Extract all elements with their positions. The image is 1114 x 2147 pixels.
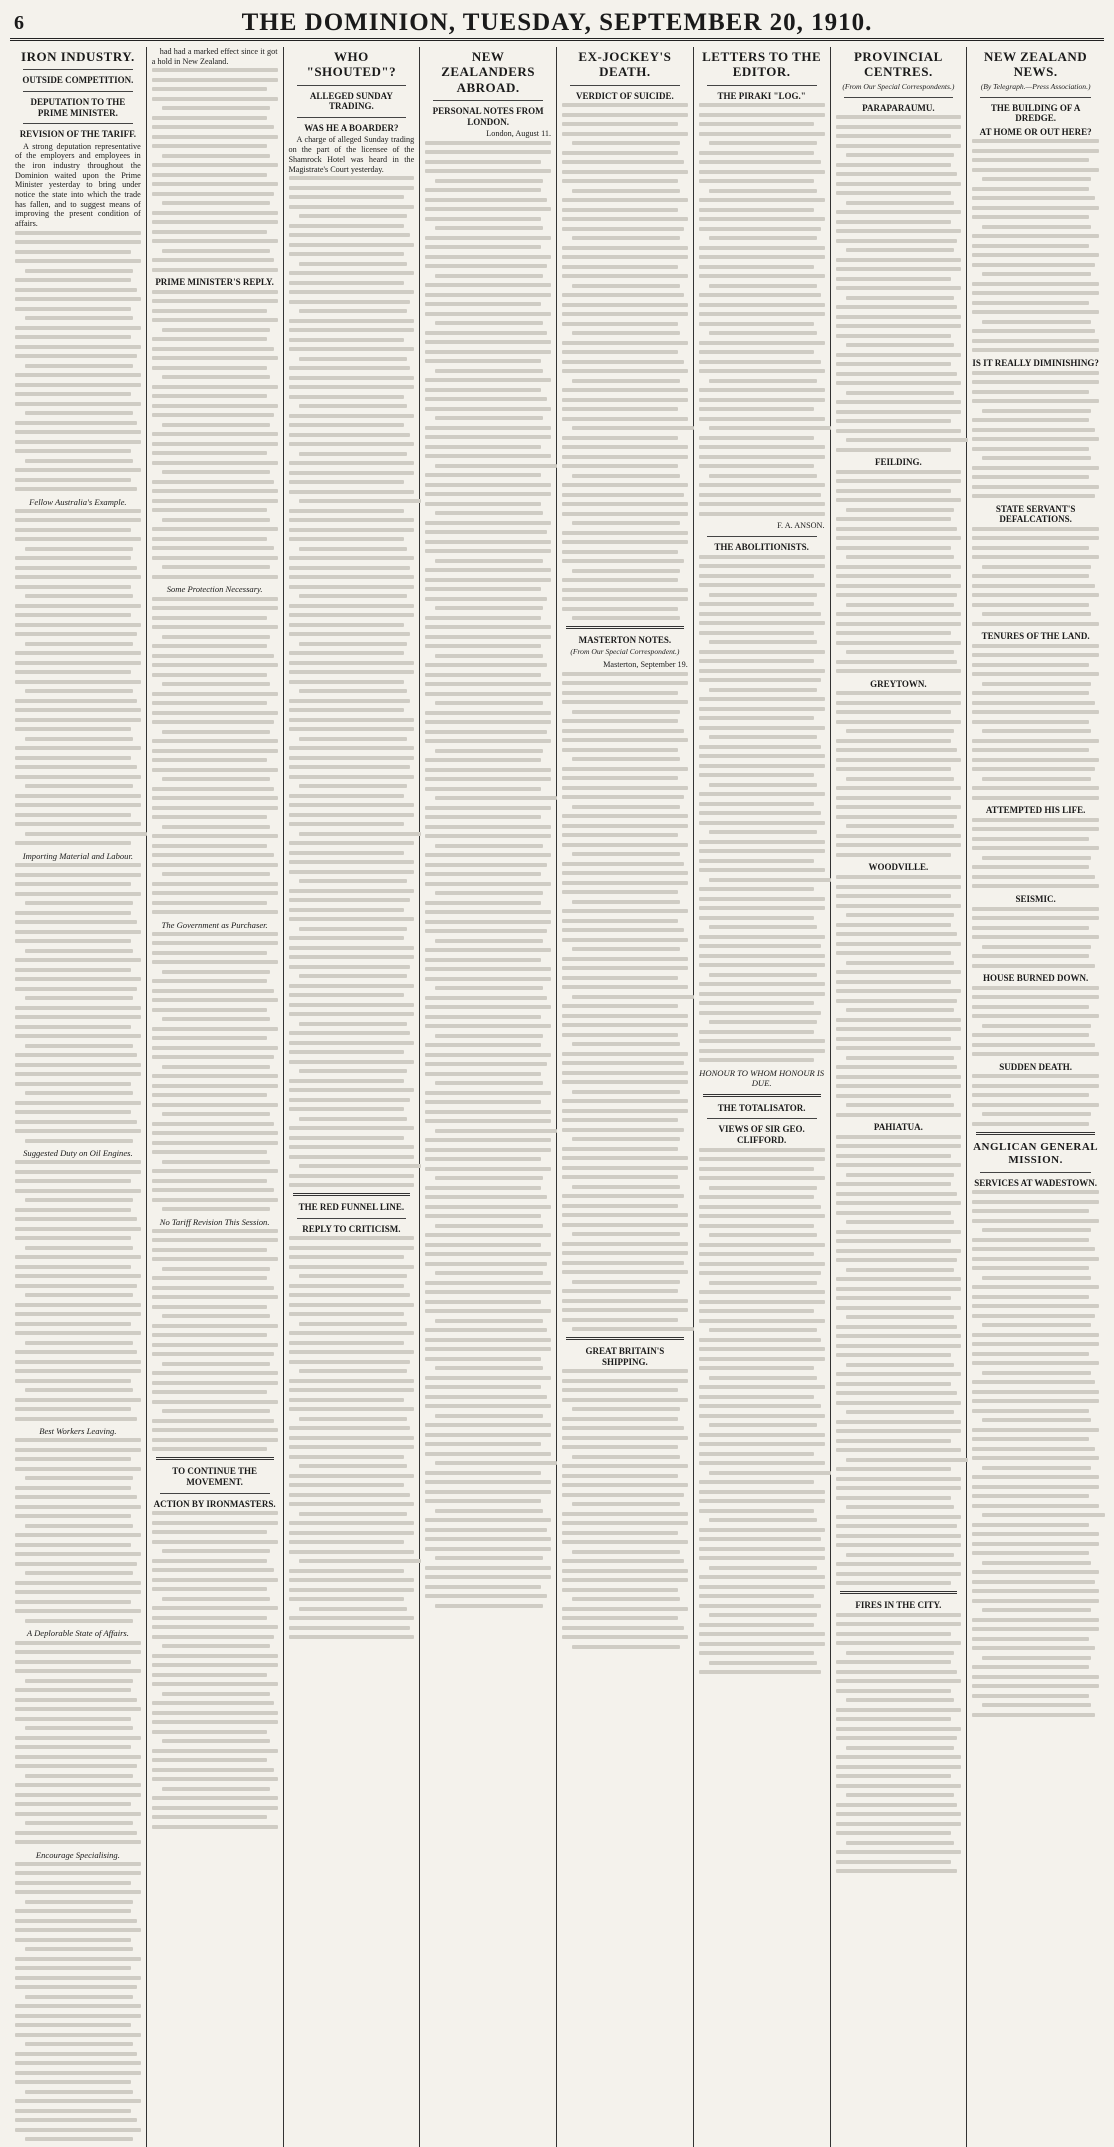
body-text: [289, 176, 415, 1187]
body-text: [836, 1613, 962, 1874]
body-text: [562, 672, 688, 1332]
section-head: PAHIATUA.: [873, 1122, 923, 1133]
column-1: [10, 47, 147, 2147]
body-text: [152, 290, 278, 579]
article-text: had had a marked effect since it got a hold in New Zealand.: [151, 47, 278, 66]
section-head: No Tariff Revision This Session.: [159, 1216, 270, 1227]
section-head: Importing Material and Labour.: [22, 850, 134, 861]
body-text: [15, 509, 141, 846]
masthead: [10, 8, 1104, 41]
body-text: [836, 1135, 962, 1586]
body-text: [15, 231, 141, 492]
section-head: PRIME MINISTER'S REPLY.: [155, 277, 274, 288]
section-head: THE ABOLITIONISTS.: [714, 541, 809, 552]
subhead: DEPUTATION TO THE PRIME MINISTER.: [30, 96, 126, 118]
article-headline-who-shouted: WHO "SHOUTED"?: [306, 49, 397, 80]
article-headline-new-zealanders-abroad: NEW ZEALANDERS ABROAD.: [441, 49, 536, 95]
body-text: [15, 1160, 141, 1421]
column-5: [557, 47, 694, 2147]
article-headline-anglican-mission: ANGLICAN GENERAL MISSION.: [973, 1140, 1099, 1166]
article-lede: A strong deputation representative of the employers and employees in the iron industry throughout the Dominion waited upon the Prime Minister yesterday to bring under notice the state into which the trade has fallen, and to suggest means of improving the present condition of affairs.: [15, 141, 141, 229]
section-head: IS IT REALLY DIMINISHING?: [972, 357, 1099, 368]
section-head: Fellow Australia's Example.: [29, 496, 127, 507]
byline: (From Our Special Correspondents.): [842, 81, 955, 91]
dateline: London, August 11.: [486, 129, 551, 139]
section-head: THE TOTALISATOR.: [717, 1102, 806, 1113]
section-head: Some Protection Necessary.: [166, 584, 263, 595]
section-head: Encourage Specialising.: [35, 1849, 120, 1860]
body-text: [15, 1641, 141, 1845]
section-head: SEISMIC.: [1015, 893, 1056, 904]
body-text: [289, 1236, 415, 1639]
section-head: The Government as Purchaser.: [161, 919, 268, 930]
body-text: [972, 818, 1099, 889]
article-headline-provincial-centres: PROVINCIAL CENTRES.: [853, 49, 943, 80]
body-text: [152, 597, 278, 915]
body-text: [972, 527, 1099, 626]
section-head: TENURES OF THE LAND.: [981, 631, 1090, 642]
body-text: [699, 1148, 825, 1675]
body-text: [15, 863, 141, 1143]
section-head: FIRES IN THE CITY.: [855, 1600, 942, 1611]
body-text: [562, 1369, 688, 1649]
column-6: [694, 47, 831, 2147]
subhead: THE PIRAKI "LOG.": [717, 90, 806, 101]
page-number: 6: [14, 11, 24, 34]
section-head: HONOUR TO WHOM HONOUR IS DUE.: [699, 1067, 825, 1088]
body-text: [425, 141, 551, 1608]
body-text: [152, 932, 278, 1212]
section-head: ATTEMPTED HIS LIFE.: [985, 805, 1086, 816]
section-head: GREAT BRITAIN'S SHIPPING.: [585, 1346, 665, 1367]
section-head: SUDDEN DEATH.: [999, 1061, 1073, 1072]
section-head: Best Workers Leaving.: [39, 1426, 117, 1437]
section-head: A Deplorable State of Affairs.: [26, 1628, 129, 1639]
section-head: Suggested Duty on Oil Engines.: [23, 1148, 133, 1159]
body-text: [15, 1438, 141, 1623]
section-head: THE RED FUNNEL LINE.: [298, 1202, 405, 1213]
section-head: ACTION BY IRONMASTERS.: [153, 1498, 276, 1509]
section-head: THE BUILDING OF A DREDGE.: [990, 102, 1081, 124]
body-text: [836, 470, 962, 674]
newspaper-title: THE DOMINION, TUESDAY, SEPTEMBER 20, 1910.: [241, 9, 873, 36]
body-text: [972, 139, 1099, 352]
body-text: [972, 644, 1099, 800]
column-4: [420, 47, 557, 2147]
subhead: REVISION OF THE TARIFF.: [19, 129, 137, 140]
subhead: VERDICT OF SUICIDE.: [575, 90, 674, 101]
section-head: GREYTOWN.: [870, 678, 927, 689]
body-text: [972, 371, 1099, 499]
dateline: Masterton, September 19.: [603, 659, 688, 669]
subhead: VIEWS OF SIR GEO. CLIFFORD.: [718, 1124, 805, 1146]
subhead: OUTSIDE COMPETITION.: [22, 75, 134, 86]
section-head: TO CONTINUE THE MOVEMENT.: [172, 1466, 257, 1487]
body-text: [836, 875, 962, 1117]
section-head: PARAPARAUMU.: [862, 102, 935, 113]
letter-signature: F. A. ANSON.: [777, 521, 825, 531]
section-head: STATE SERVANT'S DEFALCATIONS.: [995, 503, 1076, 525]
body-text: [972, 907, 1099, 968]
body-text: [699, 103, 825, 516]
column-3: [284, 47, 421, 2147]
article-headline-ex-jockeys-death: EX-JOCKEY'S DEATH.: [578, 49, 672, 80]
section-head: FEILDING.: [874, 457, 922, 468]
subhead: REPLY TO CRITICISM.: [302, 1223, 401, 1234]
body-text: [836, 691, 962, 857]
subhead: SERVICES AT WADESTOWN.: [974, 1177, 1098, 1188]
body-text: [152, 68, 278, 272]
columns: [10, 47, 1104, 1860]
column-8: [967, 47, 1104, 2147]
column-7: [831, 47, 968, 2147]
article-headline-iron-industry: IRON INDUSTRY.: [21, 49, 135, 64]
body-text: [972, 1190, 1099, 1717]
subhead: WAS HE A BOARDER?: [304, 122, 399, 133]
article-lede: A charge of alleged Sunday trading on the part of the licensee of the Shamrock Hotel was heard in the Magistrate's Court yesterday.: [288, 135, 415, 174]
body-text: [836, 115, 962, 452]
subhead: PERSONAL NOTES FROM LONDON.: [432, 105, 544, 127]
body-text: [699, 555, 825, 1063]
section-head: AT HOME OR OUT HERE?: [979, 126, 1092, 137]
body-text: [152, 1511, 278, 1829]
byline: (By Telegraph.—Press Association.): [980, 81, 1091, 91]
article-headline-letters: LETTERS TO THE EDITOR.: [702, 49, 822, 80]
column-2: [147, 47, 284, 2147]
section-head: HOUSE BURNED DOWN.: [982, 973, 1089, 984]
section-head: WOODVILLE.: [868, 862, 929, 873]
body-text: [972, 1074, 1099, 1126]
body-text: [152, 1229, 278, 1452]
body-text: [15, 1862, 141, 2142]
subhead: ALLEGED SUNDAY TRADING.: [309, 90, 393, 112]
byline: (From Our Special Correspondent.): [570, 646, 680, 656]
body-text: [562, 103, 688, 620]
section-head: MASTERTON NOTES.: [578, 635, 672, 646]
body-text: [972, 986, 1099, 1057]
article-headline-new-zealand-news: NEW ZEALAND NEWS.: [984, 49, 1088, 80]
